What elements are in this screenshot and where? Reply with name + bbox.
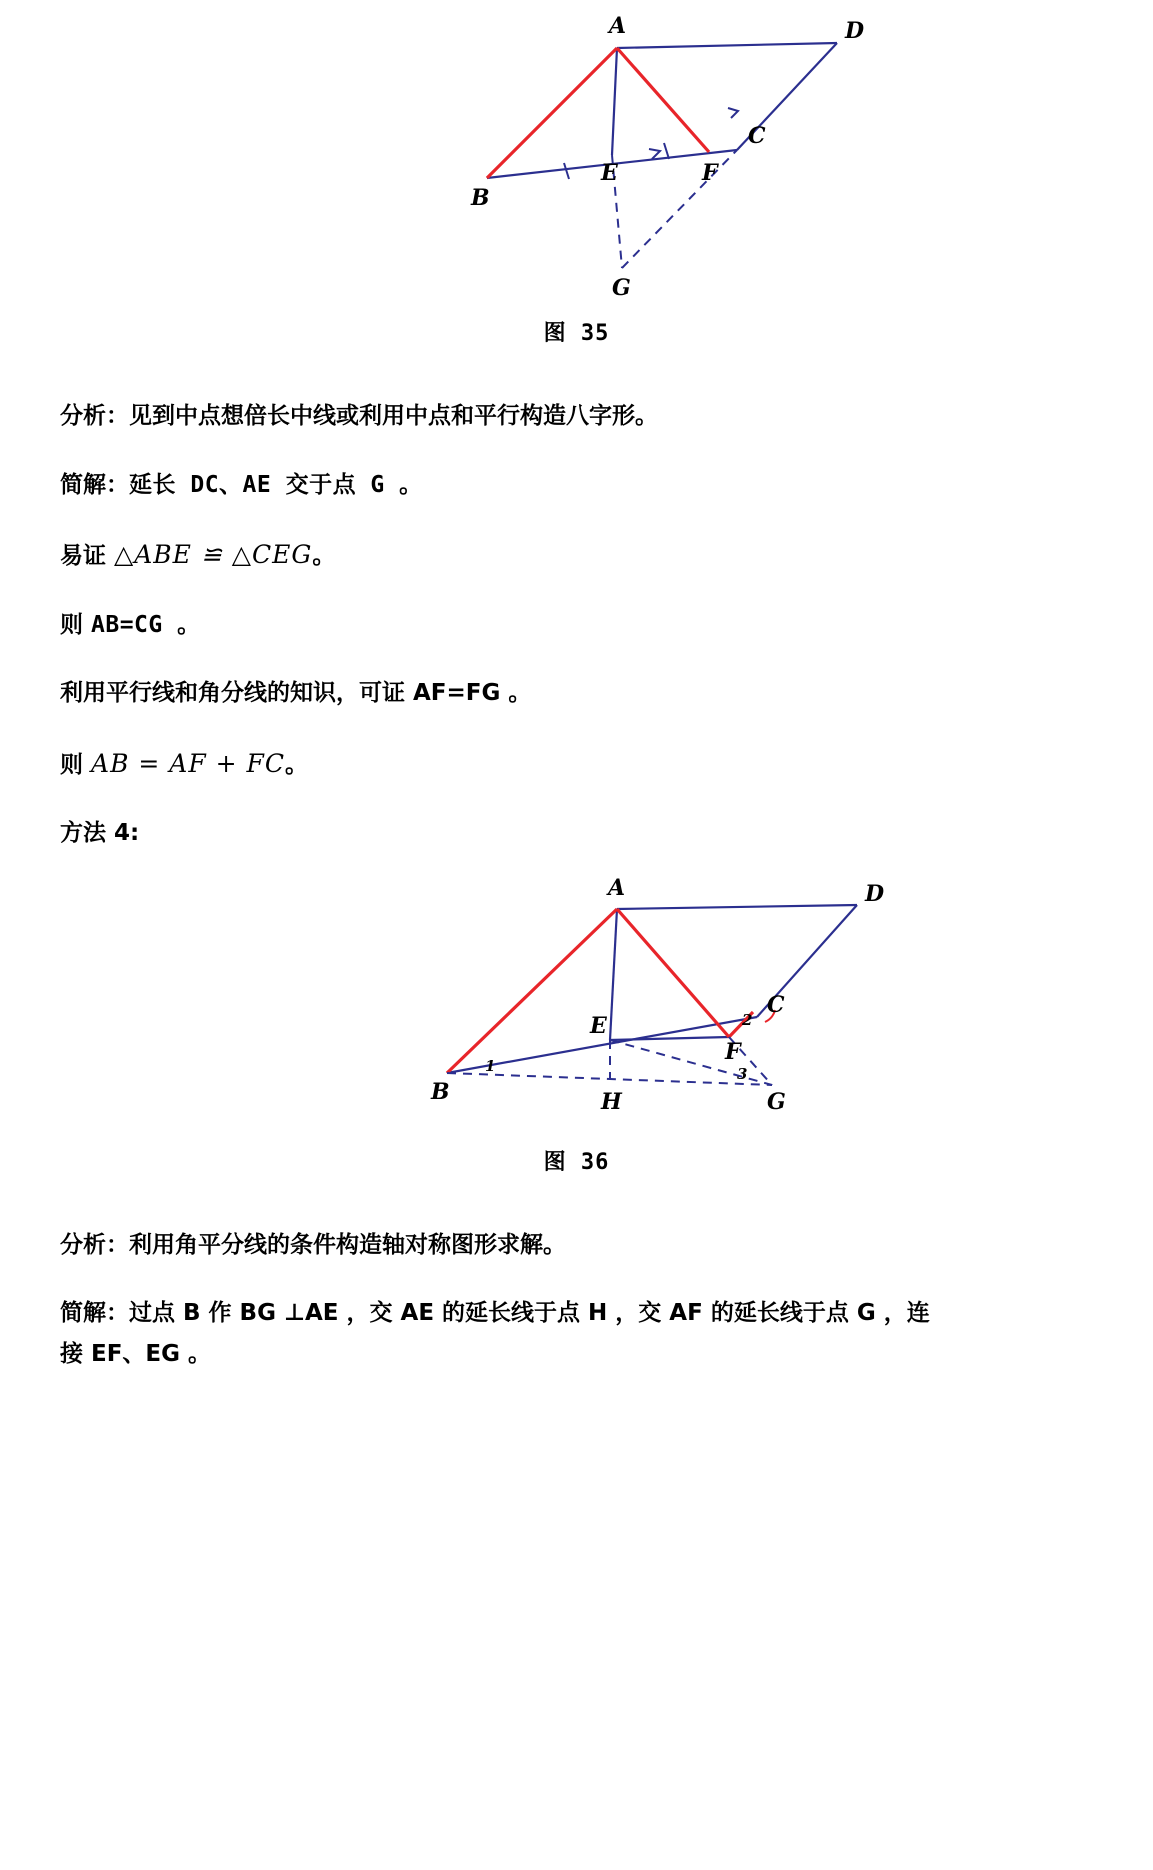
paragraph-analysis-2 xyxy=(60,1228,1093,1263)
figure-36-label-E: E xyxy=(589,1012,607,1039)
figure-36-angle-2: 2 xyxy=(741,1010,752,1029)
figure-35-label-A: A xyxy=(608,13,626,39)
figure-35-label-D: D xyxy=(844,18,864,44)
figure-36 xyxy=(60,877,1093,1127)
figure-36-label-C: C xyxy=(766,991,785,1018)
paragraph-solution-1 xyxy=(60,468,1093,503)
congruence-label: 易证 xyxy=(60,543,106,569)
figure-35-label-E: E xyxy=(600,160,618,186)
then-label-2: 则 xyxy=(60,751,83,778)
then-period-2: 。 xyxy=(285,751,308,778)
figure-36-angle-3: 3 xyxy=(736,1064,747,1083)
figure-36-label-G: G xyxy=(766,1088,786,1115)
solution-label-1: 简解： xyxy=(60,471,129,498)
then-text-1: AB=CG 。 xyxy=(91,611,201,638)
figure-35-label-C: C xyxy=(747,123,766,149)
figure-36-caption: 图 36 xyxy=(543,1149,610,1175)
solution-text-1: 延长 DC、AE 交于点 G 。 xyxy=(129,471,423,498)
paragraph-solution-2 xyxy=(60,1296,1093,1331)
paragraph-then-2 xyxy=(60,745,1093,783)
figure-35-label-G: G xyxy=(611,275,631,301)
figure-36-angle-1: 1 xyxy=(484,1056,495,1075)
solution-text-2-cont: 接 EF、EG 。 xyxy=(60,1340,212,1367)
paragraph-congruence xyxy=(60,536,1093,574)
analysis-label-2: 分析： xyxy=(60,1231,129,1258)
figure-35-caption: 图 35 xyxy=(543,321,610,346)
paragraph-then-1 xyxy=(60,608,1093,643)
figure-35-label-B: B xyxy=(470,185,490,211)
analysis-text-1: 见到中点想倍长中线或利用中点和平行构造八字形。 xyxy=(129,403,658,429)
then-expression-2: AB = AF + FC xyxy=(91,748,285,778)
paragraph-solution-2-cont xyxy=(60,1337,1093,1372)
solution-text-2: 过点 B 作 BG ⊥AE ，交 AE 的延长线于点 H ，交 AF 的延长线于点 G ，连 xyxy=(129,1300,930,1326)
analysis-text-2: 利用角平分线的条件构造轴对称图形求解。 xyxy=(129,1231,566,1258)
figure-36-label-F: F xyxy=(724,1038,741,1065)
solution-label-2: 简解： xyxy=(60,1300,129,1326)
parallel-note-text: 利用平行线和角分线的知识，可证 AF=FG 。 xyxy=(60,680,532,706)
paragraph-parallel-note xyxy=(60,676,1093,711)
figure-36-label-A: A xyxy=(607,876,625,901)
figure-36-drawing xyxy=(197,877,957,1127)
paragraph-method-4 xyxy=(60,816,1093,851)
figure-36-label-H: H xyxy=(600,1088,622,1115)
figure-35-label-F: F xyxy=(701,160,718,186)
analysis-label-1: 分析： xyxy=(60,403,129,429)
then-label-1: 则 xyxy=(60,611,83,638)
figure-35-drawing xyxy=(197,0,957,310)
figure-35 xyxy=(60,0,1093,310)
figure-36-label-D: D xyxy=(864,880,884,907)
congruence-expression: △ABE ≌ △CEG xyxy=(114,540,313,569)
paragraph-analysis-1 xyxy=(60,399,1093,434)
method-4-text: 方法 4: xyxy=(60,820,140,846)
figure-36-label-B: B xyxy=(430,1078,450,1105)
congruence-period: 。 xyxy=(312,543,336,569)
